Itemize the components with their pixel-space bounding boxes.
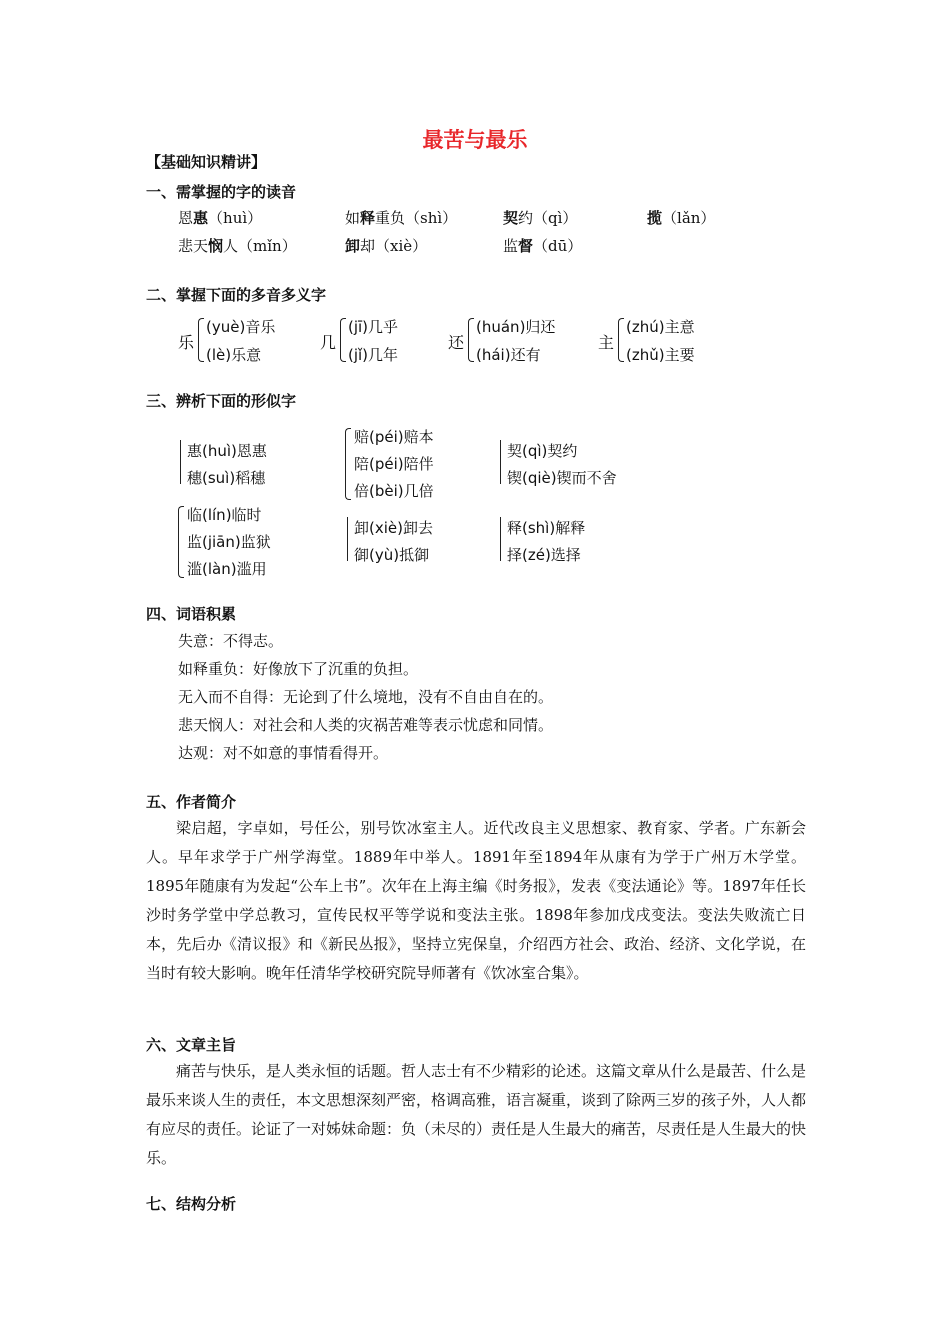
similar-char: 临(lín)临时	[187, 506, 262, 524]
pron-item: 契约（qì）	[503, 209, 578, 227]
brace	[198, 318, 204, 362]
similar-char: 卸(xiè)卸去	[354, 519, 433, 537]
brace	[468, 318, 474, 362]
similar-char: 穗(suì)稻穗	[187, 469, 266, 487]
vocab-item: 无入而不自得：无论到了什么境地，没有不自由自在的。	[178, 688, 554, 706]
polyphone-reading: (lè)乐意	[206, 346, 262, 364]
pron-item: 揽（lǎn）	[647, 209, 716, 227]
brace	[340, 318, 346, 362]
vocab-item: 达观：对不如意的事情看得开。	[178, 744, 389, 762]
polyphone-char: 还	[448, 333, 465, 352]
theme-paragraph: 痛苦与快乐，是人类永恒的话题。哲人志士有不少精彩的论述。这篇文章从什么是最苦、什么是最乐来谈人生的责任，本文思想深刻严密，格调高雅，语言凝重，谈到了除两三岁的孩子外，人人都有应尽的责任。论证了一对姊妹命题：负（未尽的）责任是人生最大的痛苦，尽责任是人生最大的快乐。	[146, 1062, 807, 1167]
similar-char: 赔(péi)赔本	[354, 428, 434, 446]
pron-item: 监督（dū）	[503, 237, 583, 255]
intro-header: 【基础知识精讲】	[146, 153, 267, 171]
vocab-item: 悲天悯人：对社会和人类的灾祸苦难等表示忧虑和同情。	[178, 716, 554, 734]
section-3-heading: 三、辨析下面的形似字	[146, 392, 297, 410]
section-1-heading: 一、需掌握的字的读音	[146, 183, 297, 201]
brace	[618, 318, 624, 362]
similar-char: 惠(huì)恩惠	[187, 442, 267, 460]
similar-char: 陪(péi)陪伴	[354, 455, 434, 473]
author-bio-paragraph: 梁启超，字卓如，号任公，别号饮冰室主人。近代改良主义思想家、教育家、学者。广东新会人。早年求学于广州学海堂。1889年中举人。1891年至1894年从康有为学于广州万木学堂。1895年随康有为发起“公车上书”。次年在上海主编《时务报》，发表《变法通论》等。1897年任长沙时务学堂中学总教习，宣传民权平等学说和变法主张。1898年参加戊戌变法。变法失败流亡日本，先后办《清议报》和《新民丛报》，坚持立宪保皇，介绍西方社会、政治、经济、文化学说，在当时有较大影响。晚年任清华学校研究院导师著有《饮冰室合集》。	[146, 819, 806, 982]
section-5-heading: 五、作者简介	[146, 793, 237, 811]
vocab-item: 失意：不得志。	[178, 632, 284, 650]
polyphone-char: 乐	[178, 333, 195, 352]
similar-char: 监(jiān)监狱	[187, 533, 271, 551]
brace	[347, 517, 348, 561]
polyphone-reading: (hái)还有	[476, 346, 541, 364]
polyphone-char: 主	[598, 333, 615, 352]
polyphone-reading: (jī)几乎	[348, 318, 399, 336]
vocab-item: 如释重负：好像放下了沉重的负担。	[178, 660, 419, 678]
polyphone-reading: (zhǔ)主要	[626, 346, 695, 364]
similar-char: 御(yù)抵御	[354, 546, 430, 564]
pron-item: 恩惠（huì）	[178, 209, 263, 227]
polyphone-char: 几	[320, 333, 337, 352]
pron-item: 如释重负（shì）	[345, 209, 458, 227]
document-title: 最苦与最乐	[422, 128, 528, 152]
brace	[500, 517, 501, 561]
brace	[345, 428, 351, 500]
brace	[500, 440, 501, 484]
similar-char: 滥(làn)滥用	[187, 560, 267, 578]
similar-char: 释(shì)解释	[507, 519, 586, 537]
similar-char: 锲(qiè)锲而不舍	[507, 469, 617, 487]
polyphone-reading: (zhú)主意	[626, 318, 695, 336]
pron-item: 卸却（xiè）	[345, 237, 428, 255]
brace	[178, 506, 184, 578]
section-4-heading: 四、词语积累	[146, 605, 237, 623]
similar-char: 契(qì)契约	[507, 442, 578, 460]
polyphone-reading: (yuè)音乐	[206, 318, 276, 336]
polyphone-reading: (jǐ)几年	[348, 346, 399, 364]
pron-item: 悲天悯人（mǐn）	[178, 237, 297, 255]
brace	[180, 440, 181, 484]
similar-char: 倍(bèi)几倍	[354, 482, 434, 500]
polyphone-reading: (huán)归还	[476, 318, 556, 336]
section-6-heading: 六、文章主旨	[146, 1036, 237, 1054]
section-7-heading: 七、结构分析	[146, 1195, 237, 1213]
section-2-heading: 二、掌握下面的多音多义字	[146, 286, 327, 304]
similar-char: 择(zé)选择	[507, 546, 581, 564]
